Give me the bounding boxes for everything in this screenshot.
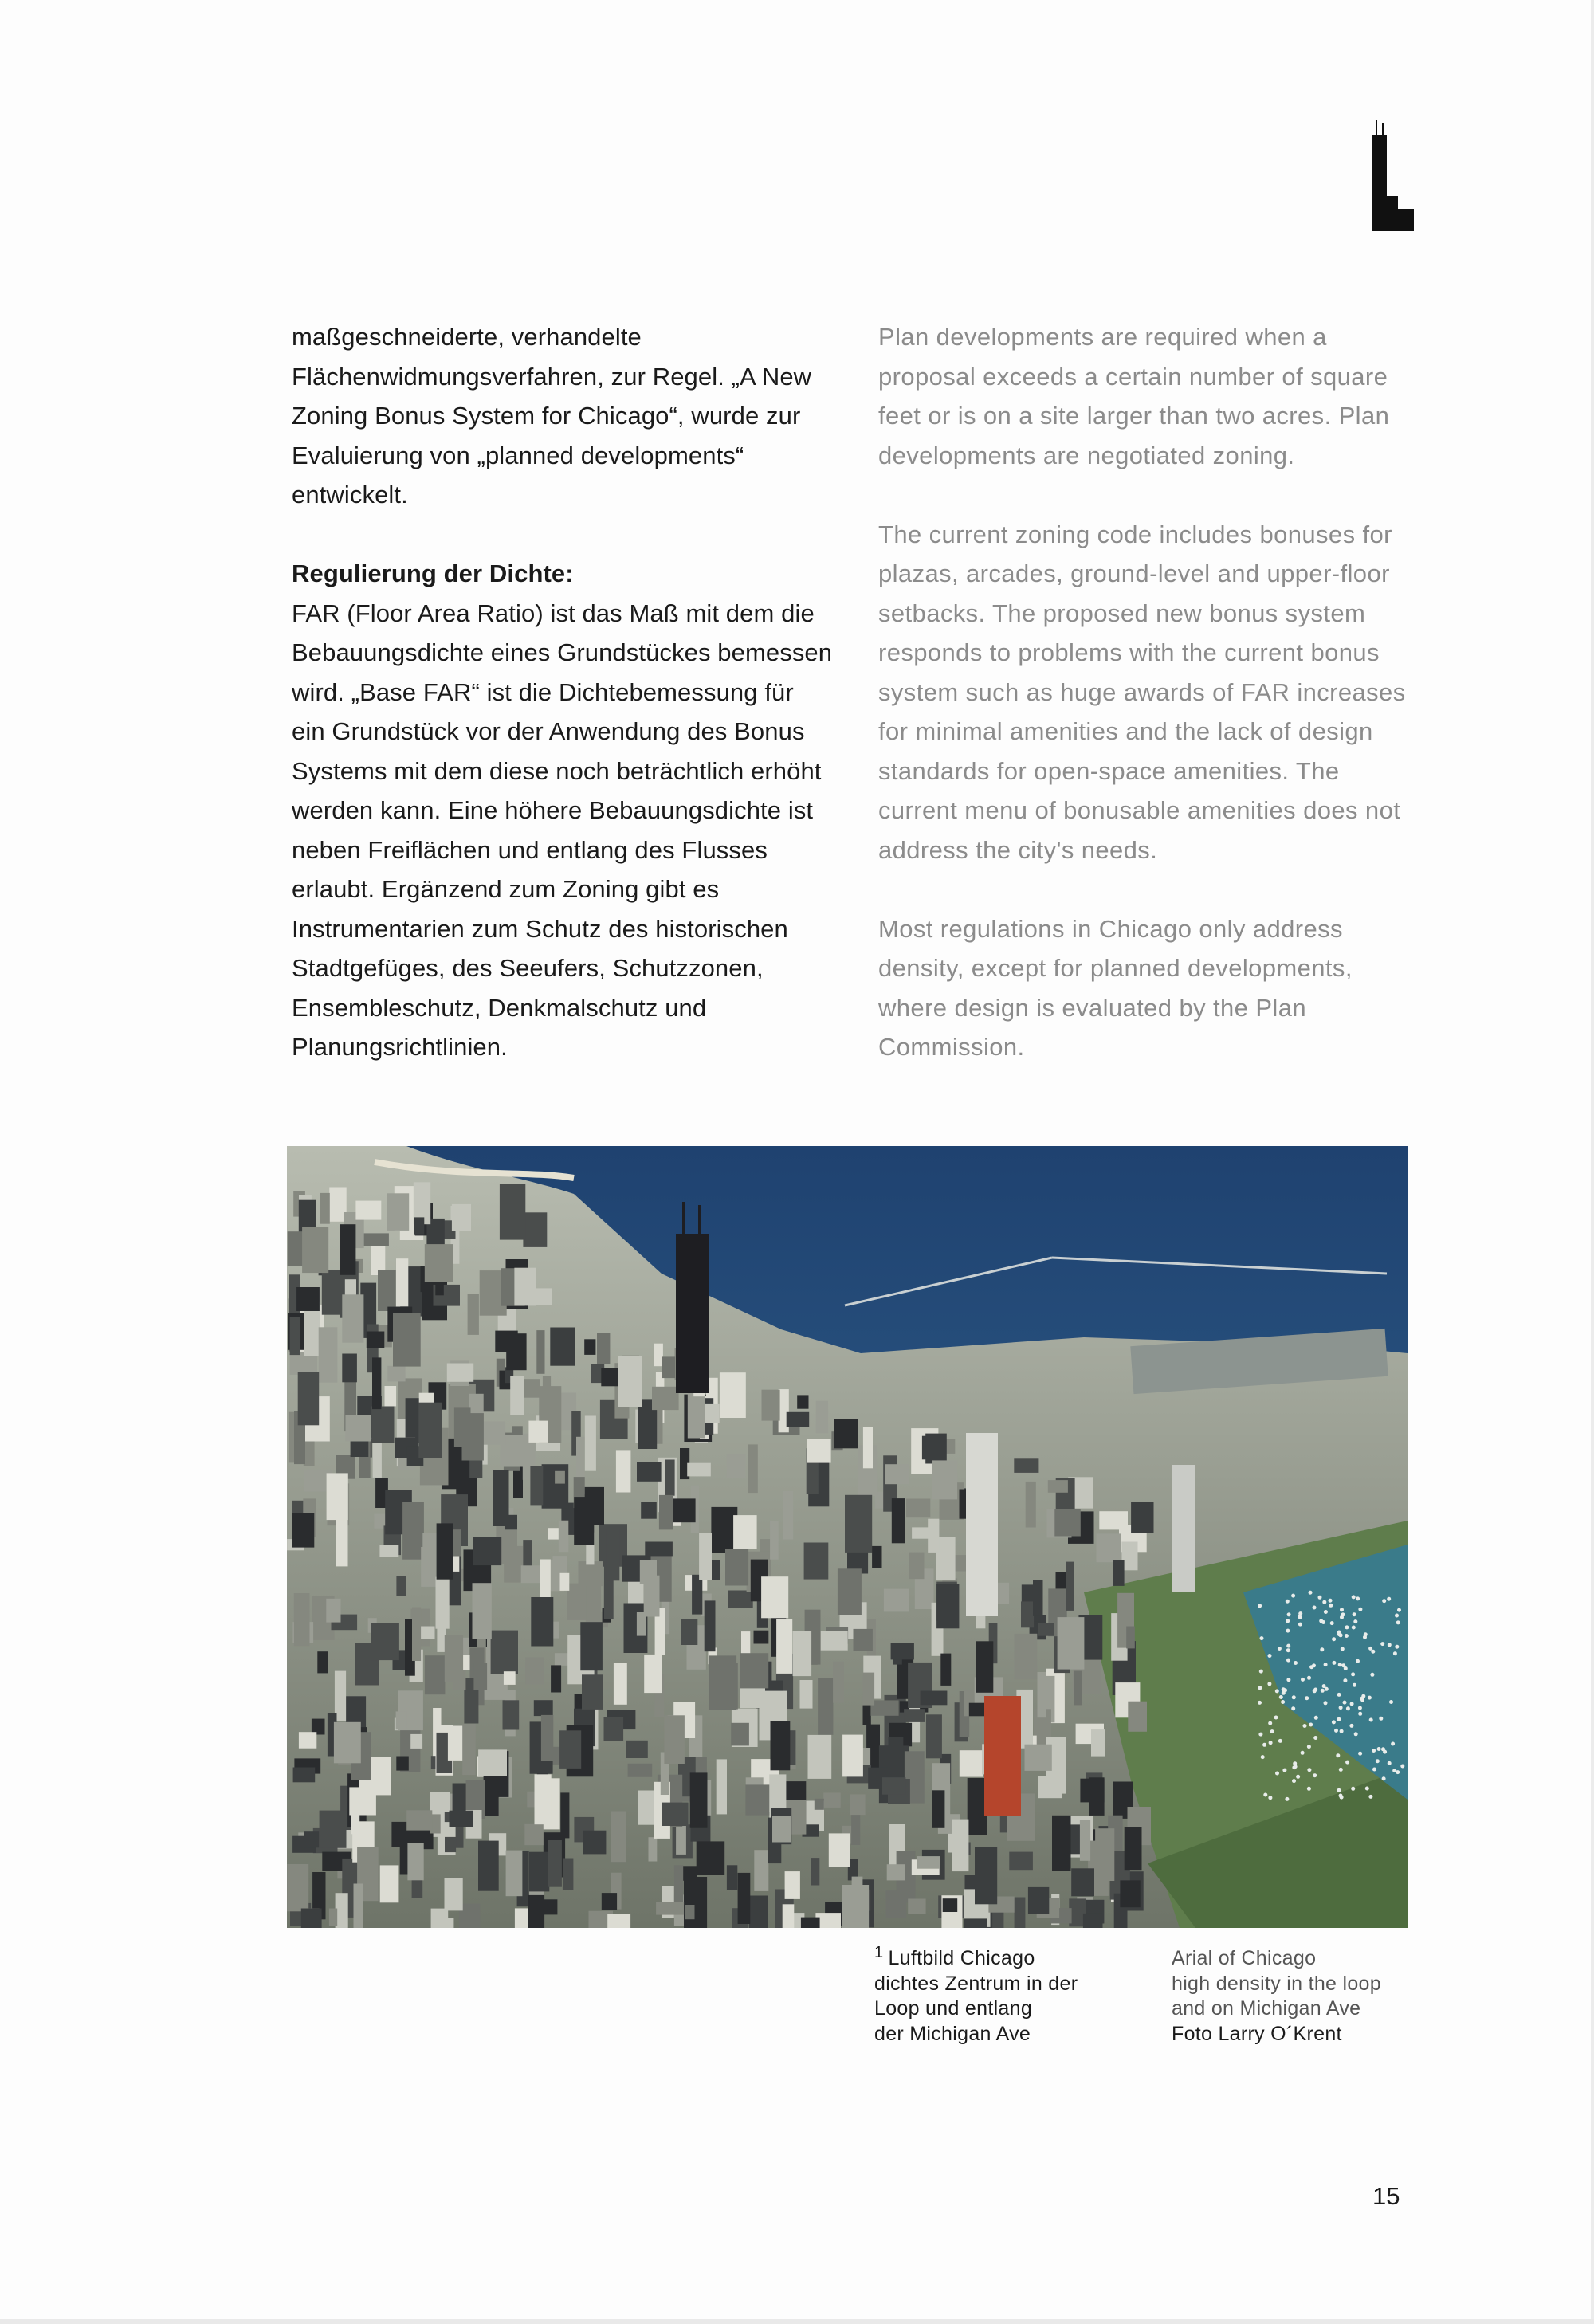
skyscraper-logo-icon [1358, 120, 1415, 231]
english-photo-caption [1172, 1946, 1427, 2047]
german-text-column [292, 317, 834, 1067]
chicago-aerial-photo [287, 1146, 1408, 1928]
caption-de-line-3: Loop und entlang [874, 1997, 1033, 2020]
caption-en-line-3: and on Michigan Ave [1172, 1997, 1361, 2020]
english-regulations-paragraph: Most regulations in Chicago only address density, except for planned developments, where design is evaluated by the Plan Commission. [878, 914, 1353, 1061]
caption-en-line-1: Arial of Chicago [1172, 1947, 1317, 1969]
english-text-column [878, 317, 1420, 1067]
page-number: 15 [1372, 2182, 1400, 2210]
page-edge-right [1591, 0, 1594, 2324]
german-density-paragraph: FAR (Floor Area Ratio) ist das Maß mit dem die Bebauungsdichte eines Grundstückes bemessen wird. „Base FAR“ ist die Dichtebemessung für ein Grundstück vor der Anwendung des Bonus Systems mit dem diese noch beträchtlich erhöht werden kann. Eine höhere Bebauungsdichte ist neben Freiflächen und entlang des Flusses erlaubt. Ergänzend zum Zoning gibt es Instrumentarien zum Schutz des historischen Stadtgefüges, des Seeufers, Schutzzonen, Ensembleschutz, Denkmalschutz und Planungsrichtlinien. [292, 599, 833, 1061]
density-regulation-heading: Regulierung der Dichte: [292, 559, 574, 587]
caption-de-line-2: dichtes Zentrum in der [874, 1972, 1078, 1995]
german-intro-paragraph: maßgeschneiderte, verhandelte Flächenwidmungsverfahren, zur Regel. „A New Zoning Bonus System for Chicago“, wurde zur Evaluierung von „planned developments“ entwickelt. [292, 323, 812, 508]
page-edge-bottom [0, 2319, 1594, 2324]
english-bonus-system-paragraph: The current zoning code includes bonuses for plazas, arcades, ground-level and upper-floor setbacks. The proposed new bonus system responds to problems with the current bonus system such as huge awards of FAR increases for minimal amenities and the lack of design standards for open-space amenities. The current menu of bonusable amenities does not address the city's needs. [878, 520, 1406, 864]
photo-credit: Foto Larry O´Krent [1172, 2022, 1342, 2045]
caption-de-line-1: Luftbild Chicago [888, 1947, 1035, 1969]
german-photo-caption [874, 1943, 1161, 2047]
caption-number: 1 [874, 1943, 884, 1961]
caption-en-line-2: high density in the loop [1172, 1972, 1381, 1995]
english-plan-developments-paragraph: Plan developments are required when a proposal exceeds a certain number of square feet or is on a site larger than two acres. Plan developments are negotiated zoning. [878, 323, 1390, 469]
caption-de-line-4: der Michigan Ave [874, 2022, 1031, 2045]
